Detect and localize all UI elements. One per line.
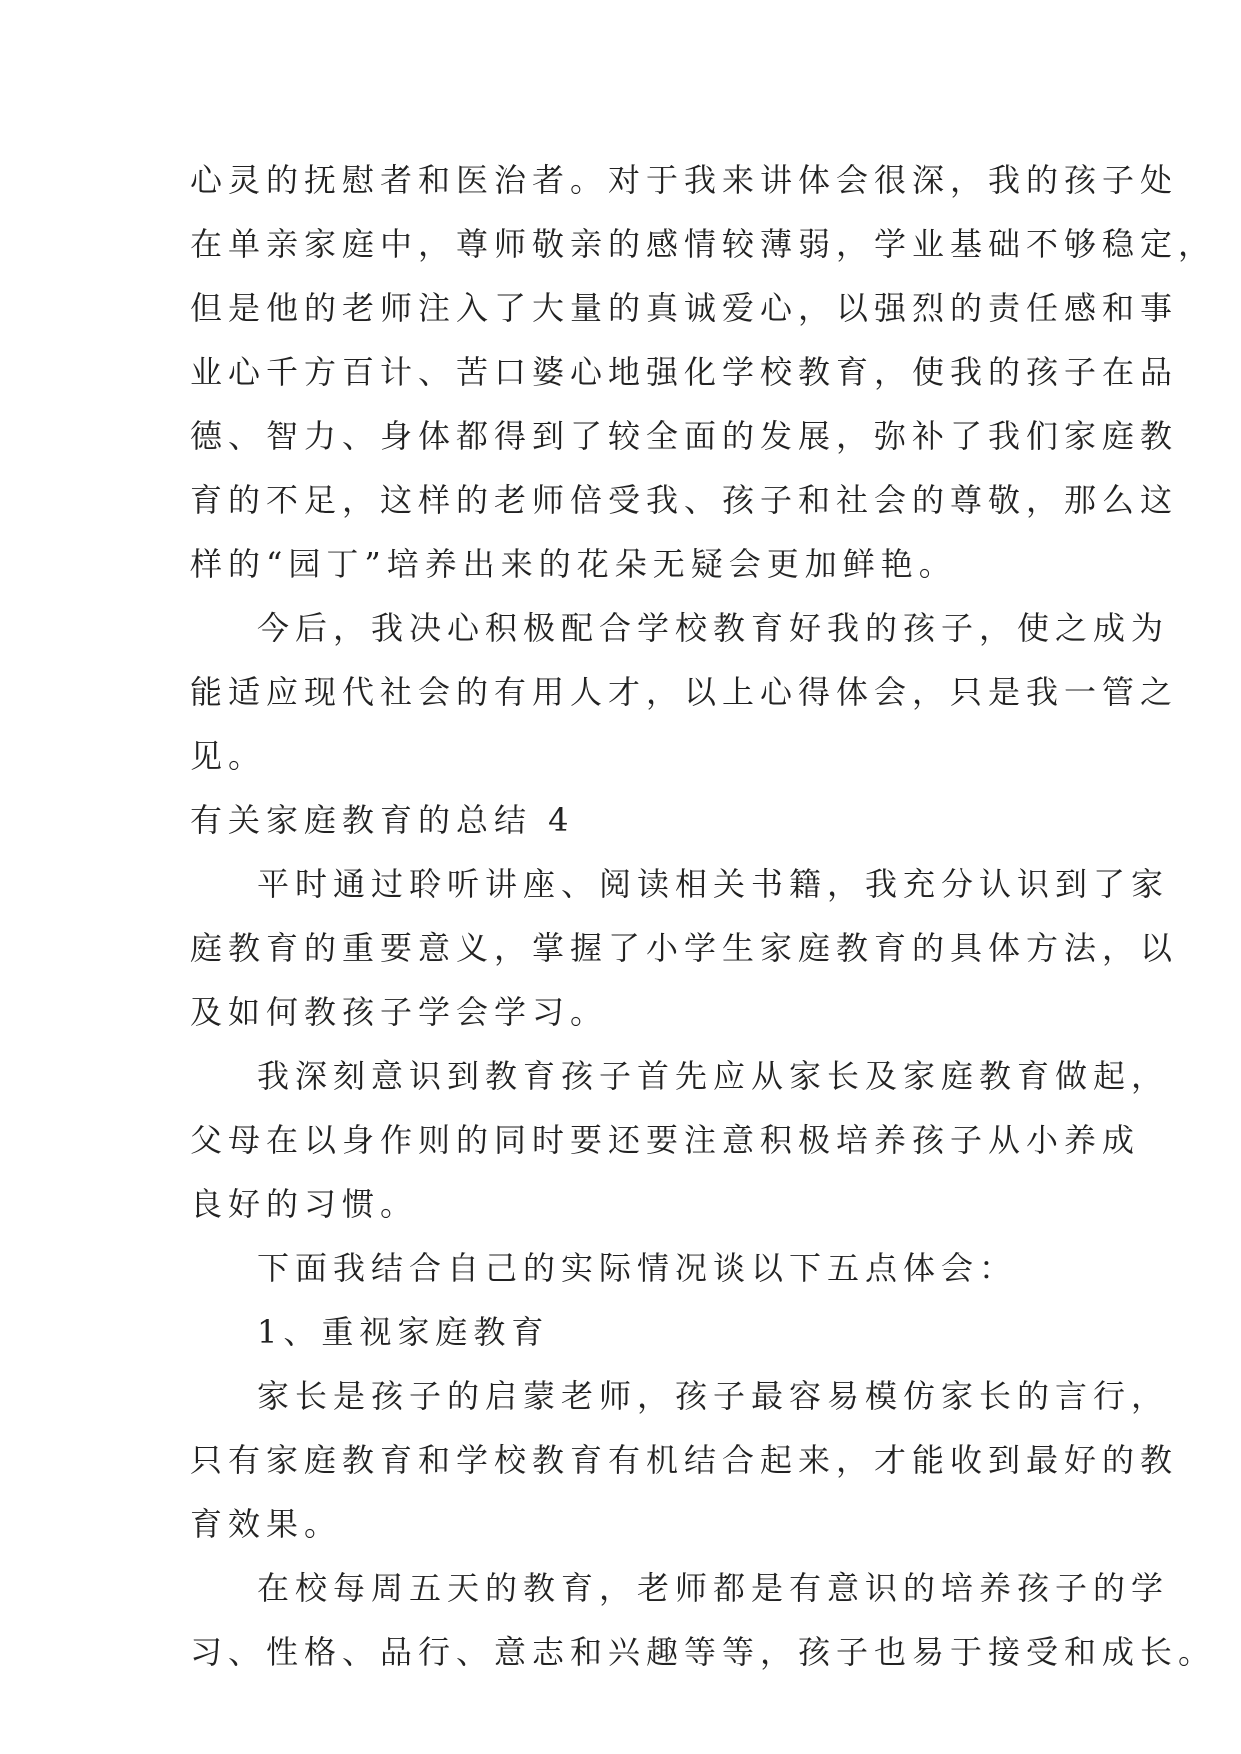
text-line: 在校每周五天的教育，老师都是有意识的培养孩子的学 [257, 1569, 1170, 1607]
document-body [190, 148, 1217, 1684]
text-line: 我深刻意识到教育孩子首先应从家长及家庭教育做起， [257, 1057, 1170, 1095]
text-line: 下面我结合自己的实际情况谈以下五点体会： [257, 1249, 1018, 1287]
text-line: 样的“园丁”培养出来的花朵无疑会更加鲜艳。 [190, 545, 957, 583]
text-line: 庭教育的重要意义，掌握了小学生家庭教育的具体方法，以 [190, 929, 1179, 967]
text-line: 及如何教孩子学会学习。 [190, 993, 609, 1031]
text-line: 平时通过聆听讲座、阅读相关书籍，我充分认识到了家 [257, 865, 1170, 903]
text-line: 只有家庭教育和学校教育有机结合起来，才能收到最好的教 [190, 1441, 1179, 1479]
text-line: 能适应现代社会的有用人才，以上心得体会，只是我一管之 [190, 673, 1179, 711]
text-line: 在单亲家庭中，尊师敬亲的感情较薄弱，学业基础不够稳定， [190, 225, 1217, 263]
text-line: 今后，我决心积极配合学校教育好我的孩子，使之成为 [257, 609, 1170, 647]
text-line: 习、性格、品行、意志和兴趣等等，孩子也易于接受和成长。 [190, 1633, 1217, 1671]
text-line: 家长是孩子的启蒙老师，孩子最容易模仿家长的言行， [257, 1377, 1170, 1415]
text-line: 育的不足，这样的老师倍受我、孩子和社会的尊敬，那么这 [190, 481, 1179, 519]
text-line: 良好的习惯。 [190, 1185, 419, 1223]
section-heading: 有关家庭教育的总结 4 [190, 801, 575, 839]
text-line: 见。 [190, 737, 267, 775]
text-line: 育效果。 [190, 1505, 343, 1543]
list-item-heading: 1、重视家庭教育 [257, 1313, 550, 1351]
text-line: 业心千方百计、苦口婆心地强化学校教育，使我的孩子在品 [190, 353, 1179, 391]
text-line: 父母在以身作则的同时要还要注意积极培养孩子从小养成 [190, 1121, 1141, 1159]
text-line: 心灵的抚慰者和医治者。对于我来讲体会很深，我的孩子处 [190, 161, 1179, 199]
text-line: 但是他的老师注入了大量的真诚爱心，以强烈的责任感和事 [190, 289, 1179, 327]
text-line: 德、智力、身体都得到了较全面的发展，弥补了我们家庭教 [190, 417, 1179, 455]
